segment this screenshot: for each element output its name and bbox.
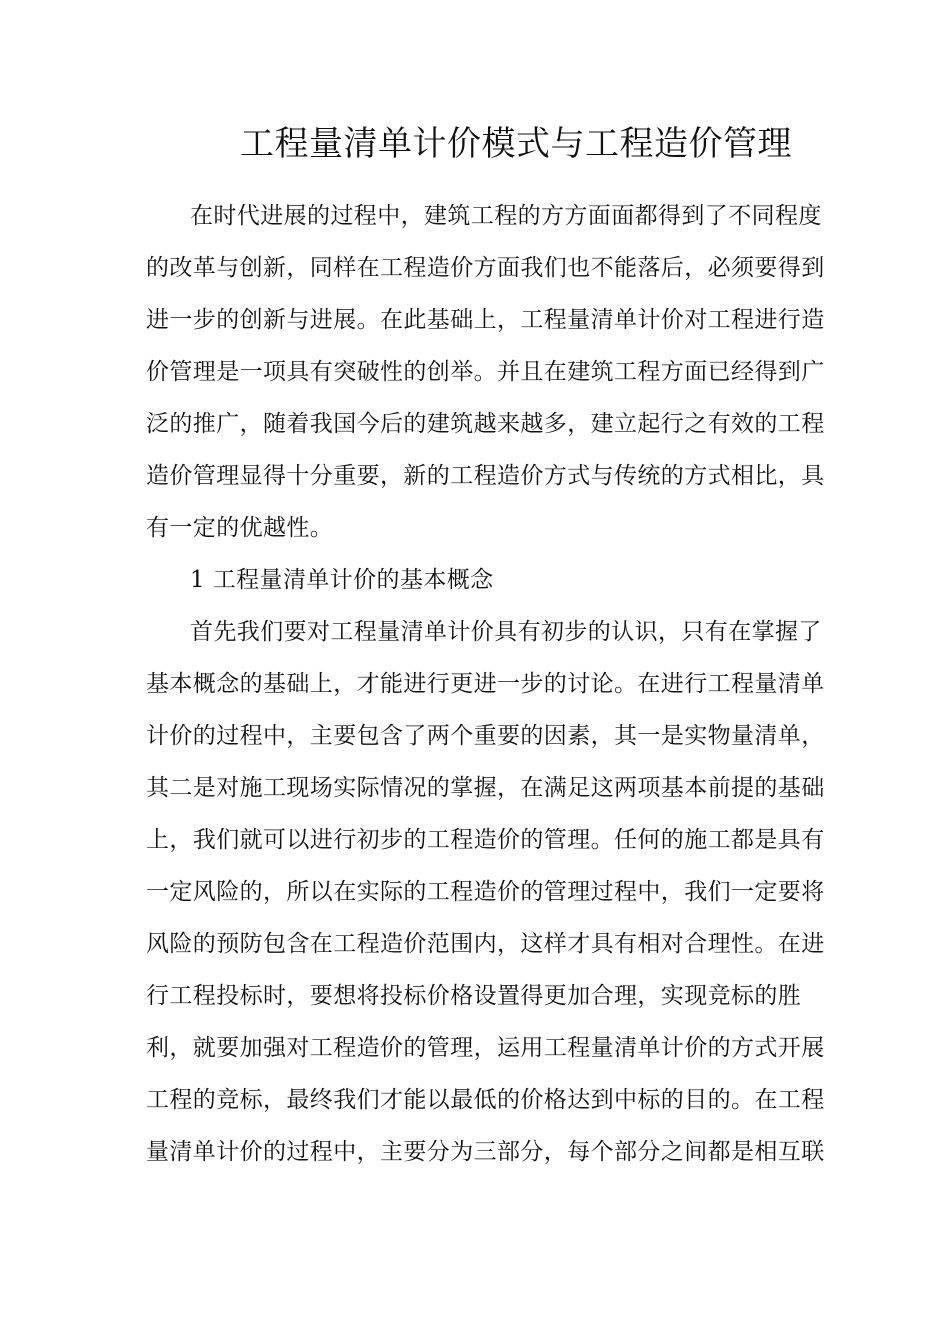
paragraph-2-line-5: 上，我们就可以进行初步的工程造价的管理。任何的施工都是具有 — [146, 827, 825, 853]
paragraph-1-line-4: 价管理是一项具有突破性的创举。并且在建筑工程方面已经得到广 — [146, 359, 825, 385]
paragraph-2-line-3: 计价的过程中，主要包含了两个重要的因素，其一是实物量清单， — [146, 723, 825, 749]
paragraph-2-line-9: 利，就要加强对工程造价的管理，运用工程量清单计价的方式开展 — [146, 1035, 825, 1061]
paragraph-2-line-7: 风险的预防包含在工程造价范围内，这样才具有相对合理性。在进 — [146, 931, 825, 957]
paragraph-1-line-2: 的改革与创新，同样在工程造价方面我们也不能落后，必须要得到 — [146, 255, 825, 281]
paragraph-1-line-5: 泛的推广，随着我国今后的建筑越来越多，建立起行之有效的工程 — [146, 411, 825, 437]
paragraph-1-line-1: 在时代进展的过程中，建筑工程的方方面面都得到了不同程度 — [190, 203, 822, 229]
paragraph-1-line-6: 造价管理显得十分重要，新的工程造价方式与传统的方式相比，具 — [146, 463, 825, 489]
paragraph-2-line-4: 其二是对施工现场实际情况的掌握，在满足这两项基本前提的基础 — [146, 775, 825, 801]
paragraph-1-line-7: 有一定的优越性。 — [146, 515, 334, 541]
paragraph-2-line-6: 一定风险的，所以在实际的工程造价的管理过程中，我们一定要将 — [146, 879, 825, 905]
paragraph-2-line-1: 首先我们要对工程量清单计价具有初步的认识，只有在掌握了 — [190, 619, 822, 645]
section-heading-1: 1 工程量清单计价的基本概念 — [190, 567, 494, 593]
paragraph-2-line-10: 工程的竞标，最终我们才能以最低的价格达到中标的目的。在工程 — [146, 1087, 825, 1113]
paragraph-2-line-2: 基本概念的基础上，才能进行更进一步的讨论。在进行工程量清单 — [146, 671, 825, 697]
paragraph-2-line-8: 行工程投标时，要想将投标价格设置得更加合理，实现竞标的胜 — [146, 983, 802, 1009]
document-title: 工程量清单计价模式与工程造价管理 — [240, 124, 792, 164]
paragraph-2-line-11: 量清单计价的过程中，主要分为三部分，每个部分之间都是相互联 — [146, 1139, 825, 1165]
paragraph-1-line-3: 进一步的创新与进展。在此基础上，工程量清单计价对工程进行造 — [146, 307, 825, 333]
